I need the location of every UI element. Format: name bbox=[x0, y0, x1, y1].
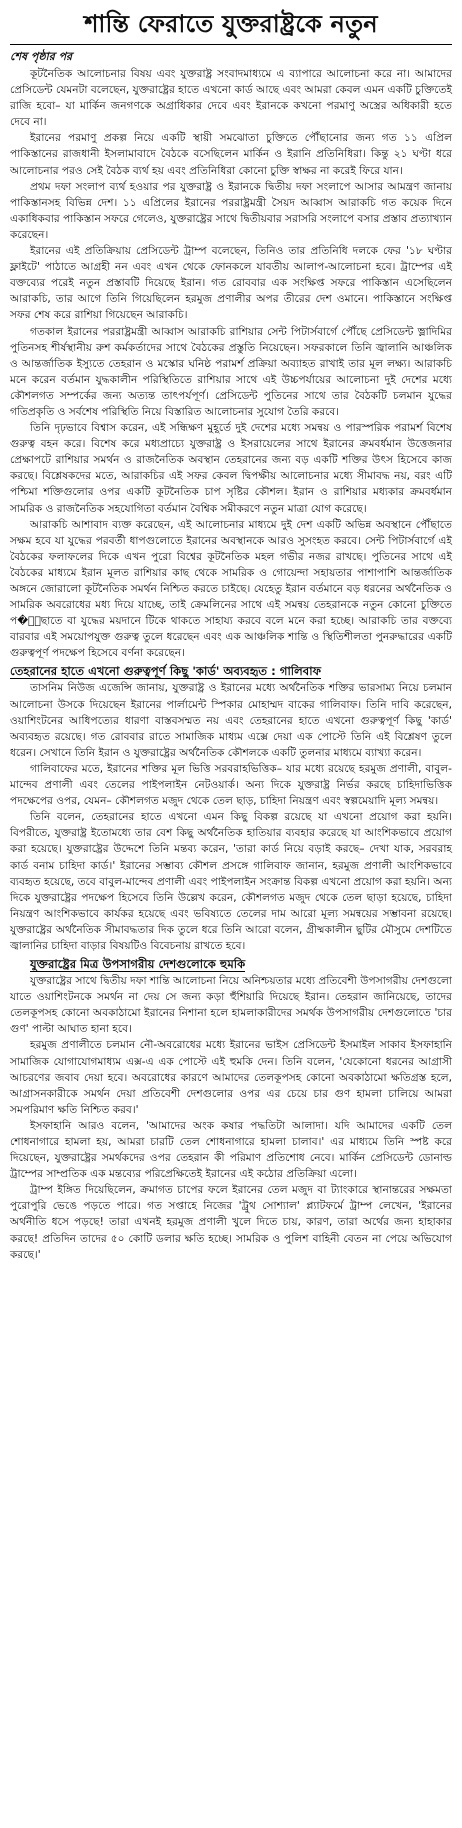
paragraph: হরমুজ প্রণালীতে চলমান নৌ-অবরোধের মধ্যে ইরানের ভাইস প্রেসিডেন্ট ইসমাইল সাকাব ইসফাহানি সামাজিক যোগাযোগমাধ্যম এক্স-এ এক পোস্টে এই হুমকি দেন। তিনি বলেন, 'যেকোনো ধরনের আগ্রাসী আচরণের জবাব দেয়া হবে। অবরোধের কারণে আমাদের তেলকূপসহ কোনো অবকাঠামো ক্ষতিগ্রস্ত হলে, আগ্রাসনকারীকে সমর্থন দেয়া প্রতিবেশী দেশগুলোর ওপর এর চেয়ে চার গুণ হামলা চালিয়ে আমরা সমপরিমাণ ক্ষতি নিশ্চিত করব।' bbox=[10, 1039, 452, 1116]
subheading-galibaf bbox=[10, 663, 452, 680]
paragraph: গতকাল ইরানের পররাষ্ট্রমন্ত্রী আব্বাস আরাকচি রাশিয়ার সেন্ট পিটার্সবার্গে পৌঁছে প্রেসিডেন্ট ভ্লাদিমির পুতিনসহ শীর্ষস্থানীয় রুশ কর্মকর্তাদের সাথে বৈঠকের প্রস্তুতি নিয়েছেন। সফরকালে তিনি জ্বালানি আঞ্চলিক ও আন্তর্জাতিক ইস্যুতে তেহরান ও মস্কোর ঘনিষ্ঠ পরামর্শ প্রক্রিয়া অব্যাহত রাখাই তার মূল লক্ষ্য। আরাকচি মনে করেন বর্তমান যুদ্ধকালীন পরিস্থিতিতে রাশিয়ার সাথে এই উচ্চপর্যায়ের আলোচনা দুই দেশের মধ্যে কৌশলগত সম্পর্কের জন্য অত্যন্ত তাৎপর্যপূর্ণ। প্রেসিডেন্ট পুতিনের সাথে তার বৈঠকটি চলমান যুদ্ধের গতিপ্রকৃতি ও সর্বশেষ পরিস্থিতি নিয়ে বিস্তারিত আলোচনার সুযোগ তৈরি করবে। bbox=[10, 325, 452, 418]
paragraph: তিনি দৃঢ়ভাবে বিশ্বাস করেন, এই সন্ধিক্ষণ মুহূর্তে দুই দেশের মধ্যে সমন্বয় ও পারস্পরিক পরামর্শ বিশেষ গুরুত্ব বহন করে। বিশেষ করে মধ্যপ্রাচ্যে যুক্তরাষ্ট্র ও ইসরায়েলের সাথে ইরানের ক্রমবর্ধমান উত্তেজনার প্রেক্ষাপটে রাশিয়ার সমর্থন ও রাজনৈতিক অবস্থান তেহরানের জন্য বড় একটি শক্তির উৎস হিসেবে কাজ করছে। বিশ্লেষকদের মতে, আরাকচির এই সফর কেবল দ্বিপক্ষীয় আলোচনার মধ্যে সীমাবদ্ধ নয়, বরং এটি পশ্চিমা শক্তিগুলোর ওপর একটি কূটনৈতিক চাপ সৃষ্টির কৌশল। ইরান ও রাশিয়ার মধ্যকার ক্রমবর্ধমান সামরিক ও রাজনৈতিক সহযোগিতা বর্তমান বৈশ্বিক সমীকরণে নতুন মাত্রা যোগ করেছে। bbox=[10, 422, 452, 515]
paragraph: প্রথম দফা সংলাপ ব্যর্থ হওয়ার পর যুক্তরাষ্ট্র ও ইরানকে দ্বিতীয় দফা সংলাপে আসার আমন্ত্রণ জানায় পাকিস্তানসহ বিভিন্ন দেশ। ১১ এপ্রিলের ইরানের পররাষ্ট্রমন্ত্রী সৈয়দ আব্বাস আরাকচি গত কয়েক দিনে একাধিকবার পাকিস্তান সফরে গেলেও, যুক্তরাষ্ট্রের সাথে দ্বিতীয়বার সরাসরি সংলাপে বসার প্রস্তাব প্রত্যাখ্যান করেছেন। bbox=[10, 180, 452, 241]
section-c bbox=[10, 973, 452, 1263]
paragraph: আরাকচি আশাবাদ ব্যক্ত করেছেন, এই আলোচনার মাধ্যমে দুই দেশ একটি অভিন্ন অবস্থানে পৌঁছাতে সক্ষম হবে যা যুদ্ধের পরবর্তী ধাপগুলোতে ইরানের অবস্থানকে আরও সুসংহত করবে। সেন্ট পিটার্সবার্গে এই বৈঠকের ফলাফলের দিকে এখন পুরো বিশ্বের কূটনৈতিক মহল গভীর নজর রাখছে। পুতিনের সাথে এই বৈঠকের মাধ্যমে ইরান মূলত রাশিয়ার কাছ থেকে সামরিক ও গোয়েন্দা সহায়তার পাশাপাশি আন্তর্জাতিক অঙ্গনে জোরালো কূটনৈতিক সমর্থন নিশ্চিত করতে চাইছে। যেহেতু ইরান বর্তমানে বড় ধরনের অর্থনৈতিক ও সামরিক অবরোধের মধ্য দিয়ে যাচ্ছে, তাই ক্রেমলিনের সাথে এই সমন্বয় তেহরানকে নতুন কোনো চুক্তিতে প�ৌঁছাতে বা যুদ্ধের ময়দানে টিকে থাকতে সাহায্য করবে বলে মনে করা হচ্ছে। আরাকচি তার বক্তব্যে বারবার এই সময়োপযুক্ত গুরুত্ব তুলে ধরেছেন এবং এক আঞ্চলিক শান্তি ও স্থিতিশীলতা পুনরুদ্ধারের একটি গুরুত্বপূর্ণ পদক্ষেপ হিসেবে বর্ণনা করেছেন। bbox=[10, 518, 452, 660]
continued-label: শেষ পৃষ্ঠার পর bbox=[10, 50, 73, 63]
section-b bbox=[10, 680, 452, 954]
subheading-text: তেহরানের হাতে এখনো গুরুত্বপূর্ণ কিছু 'কার্ড' অব্যবহৃত : গালিবাফ bbox=[10, 664, 322, 679]
paragraph: কূটনৈতিক আলোচনার বিষয় এবং যুক্তরাষ্ট্র সংবাদমাধ্যমে এ ব্যাপারে আলোচনা করে না। আমাদের প্রেসিডেন্ট যেমনটা বলেছেন, যুক্তরাষ্ট্রের হাতে এখনো কার্ড আছে এবং আমরা কেবল এমন একটি চুক্তিতেই রাজি হবো– যা মার্কিন জনগণকে অগ্রাধিকার দেবে এবং ইরানকে কখনো পরমাণু অস্ত্রের অধিকারী হতে দেবে না। bbox=[10, 68, 452, 129]
paragraph: ইরানের পরমাণু প্রকল্প নিয়ে একটি স্থায়ী সমঝোতা চুক্তিতে পৌঁছানোর জন্য গত ১১ এপ্রিল পাকিস্তানের রাজধানী ইসলামাবাদে বৈঠকে বসেছিলেন মার্কিন ও ইরানি প্রতিনিধিরা। কিন্তু ২১ ঘণ্টা ধরে আলোচনার পরও সেই বৈঠক ব্যর্থ হয় এবং প্রতিনিধিরা কোনো চুক্তি স্বাক্ষর না করেই ফিরে যান। bbox=[10, 132, 452, 177]
paragraph: তাসনিম নিউজ এজেন্সি জানায়, যুক্তরাষ্ট্র ও ইরানের মধ্যে অর্থনৈতিক শক্তির ভারসাম্য নিয়ে চলমান আলোচনা উসকে দিয়েছেন ইরানের পার্লামেন্ট স্পিকার মোহাম্মদ বাকের গালিবাফ। তিনি দাবি করেছেন, ওয়াশিংটনের আধিপত্যের ধারণা বাস্তবসম্মত নয় এবং তেহরানের হাতে এখনো গুরুত্বপূর্ণ কিছু 'কার্ড' অব্যবহৃত রয়েছে। গত রোববার রাতে সামাজিক মাধ্যম এক্সে দেয়া এক পোস্টে তিনি এই বিশ্লেষণ তুলে ধরেন। সেখানে তিনি ইরান ও যুক্তরাষ্ট্রের অর্থনৈতিক কৌশলকে একটি তুলনার মাধ্যমে ব্যাখ্যা করেন। bbox=[10, 682, 452, 759]
paragraph: যুক্তরাষ্ট্রের সাথে দ্বিতীয় দফা শান্তি আলোচনা নিয়ে অনিশ্চয়তার মধ্যে প্রতিবেশী উপসাগরীয় দেশগুলো যাতে ওয়াশিংটনকে সমর্থন না দেয় সে জন্য কড়া হুঁশিয়ারি দিয়েছে ইরান। তেহরান জানিয়েছে, তাদের তেলকূপসহ কোনো অবকাঠামো ইরানের নিশানা হলে হামলাকারীদের সমর্থক উপসাগরীয় দেশগুলোতে 'চার গুণ' পাল্টা আঘাত হানা হবে। bbox=[10, 975, 452, 1036]
headline: শান্তি ফেরাতে যুক্তরাষ্ট্রকে নতুন bbox=[84, 10, 378, 38]
paragraph: ইরানের এই প্রতিক্রিয়ায় প্রেসিডেন্ট ট্রাম্প বলেছেন, তিনিও তার প্রতিনিধি দলকে ফের '১৮ ঘণ্টার ফ্লাইটে' পাঠাতে আগ্রহী নন এবং এখন থেকে ফোনকলে যাবতীয় আলাপ-আলোচনা হবে। ট্রাম্পের এই বক্তব্যের পরেই নতুন প্রস্তাবটি দিয়েছে ইরান। গত রোববার এক সংক্ষিপ্ত সফরে পাকিস্তান এসেছিলেন আরাকচি, তার আগে তিনি গিয়েছিলেন হরমুজ প্রণালীর অপর তীরের দেশ ওমানে। পাকিস্তানে সংক্ষিপ্ত সফর শেষ করে রাশিয়া গিয়েছেন আরাকচি। bbox=[10, 245, 452, 322]
section-a bbox=[10, 66, 452, 661]
headline-rule bbox=[10, 44, 452, 45]
paragraph: ইসফাহানি আরও বলেন, 'আমাদের অংক কষার পদ্ধতিটা আলাদা। যদি আমাদের একটি তেল শোধনাগারে হামলা হয়, আমরা চারটি তেল শোধনাগারে হামলা চালাব।' এর মাধ্যমে তিনি স্পষ্ট করে দিয়েছেন, যুক্তরাষ্ট্রের সমর্থকদের ওপর তেহরান কী পরিমাণ প্রতিশোধ নেবে। মার্কিন প্রেসিডেন্ট ডোনাল্ড ট্রাম্পের সাম্প্রতিক এক মন্তব্যের পরিপ্রেক্ষিতেই ইরানের এই কঠোর প্রতিক্রিয়া এলো। bbox=[10, 1119, 452, 1181]
paragraph: গালিবাফের মতে, ইরানের শক্তির মূল ভিত্তি সরবরাহভিত্তিক– যার মধ্যে রয়েছে হরমুজ প্রণালী, বাবুল-মান্দেব প্রণালী এবং তেলের পাইপলাইন নেটওয়ার্ক। অন্য দিকে যুক্তরাষ্ট্র নির্ভর করছে চাহিদাভিত্তিক পদক্ষেপের ওপর, যেমন– কৌশলগত মজুদ থেকে তেল ছাড়, চাহিদা নিয়ন্ত্রণ এবং স্বল্পমেয়াদি মূল্য সমন্বয়। bbox=[10, 762, 452, 808]
paragraph: তিনি বলেন, তেহরানের হাতে এখনো এমন কিছু বিকল্প রয়েছে যা এখনো প্রয়োগ করা হয়নি। বিপরীতে, যুক্তরাষ্ট্র ইতোমধ্যে তার বেশ কিছু অর্থনৈতিক হাতিয়ার ব্যবহার করেছে যা আংশিকভাবে প্রয়োগ করা হয়েছে। যুক্তরাষ্ট্রের উদ্দেশে তিনি মন্তব্য করেন, 'তারা কার্ড নিয়ে বড়াই করছে– দেখা যাক, সরবরাহ কার্ড বনাম চাহিদা কার্ড।' ইরানের সম্ভাব্য কৌশল প্রসঙ্গে গালিবাফ জানান, হরমুজ প্রণালী আংশিকভাবে ব্যবহৃত হয়েছে, তবে বাবুল-মান্দেব প্রণালী এবং পাইপলাইন সংক্রান্ত বিকল্প এখনো প্রয়োগ করা হয়নি। অন্য দিকে যুক্তরাষ্ট্রের পদক্ষেপ হিসেবে তিনি উল্লেখ করেন, কৌশলগত মজুদ থেকে তেল ছাড়া হয়েছে, চাহিদা নিয়ন্ত্রণ আংশিকভাবে কার্যকর হয়েছে এবং ভবিষ্যতে তেলের দাম আরো মূল্য সমন্বয়ের সম্ভাবনা রয়েছে। যুক্তরাষ্ট্রের অর্থনৈতিক সীমাবদ্ধতার দিক তুলে ধরে তিনি আরো বলেন, গ্রীষ্মকালীন ছুটির মৌসুমে দেশটিতে জ্বালানির চাহিদা বাড়ার বিষয়টিও বিবেচনায় রাখতে হবে। bbox=[10, 811, 452, 952]
subheading-text: যুক্তরাষ্ট্রের মিত্র উপসাগরীয় দেশগুলোকে হুমকি bbox=[30, 957, 246, 972]
subheading-gulf-threat bbox=[10, 956, 452, 973]
paragraph: ট্রাম্প ইঙ্গিত দিয়েছিলেন, ক্রমাগত চাপের ফলে ইরানের তেল মজুদ বা ট্যাংকারে স্থানান্তরের সক্ষমতা পুরোপুরি ভেঙে পড়তে পারে। গত সপ্তাহে নিজের 'ট্রুথ সোশ্যাল' প্ল্যাটফর্মে ট্রাম্প লেখেন, 'ইরানের অর্থনীতি ধসে পড়ছে! তারা এখনই হরমুজ প্রণালী খুলে দিতে চায়, কারণ, তারা অর্থের জন্য হাহাকার করছে! প্রতিদিন তাদের ৫০ কোটি ডলার ক্ষতি হচ্ছে। সামরিক ও পুলিশ বাহিনী বেতন না পেয়ে অভিযোগ করছে।' bbox=[10, 1184, 452, 1261]
